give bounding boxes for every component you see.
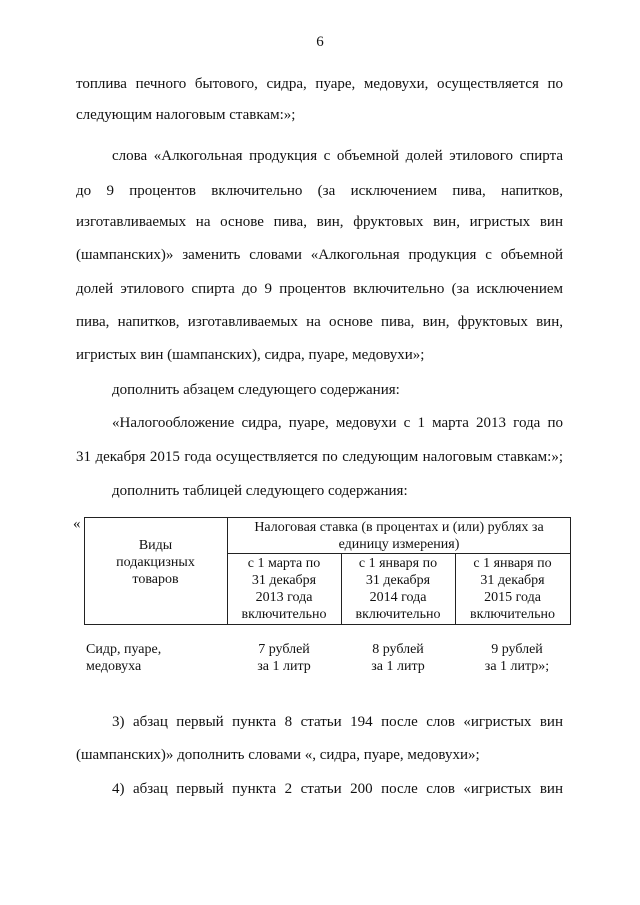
column-header-goods: Виды подакцизных товаров [116, 538, 195, 587]
text-line: изготавливаемых на основе пива, вин, фруктовых вин, игристых вин [76, 214, 563, 230]
tax-rate-table [84, 517, 571, 625]
table-rule [84, 517, 571, 518]
text-line: долей этилового спирта до 9 процентов включительно (за исключением [76, 281, 563, 297]
table-rule [227, 553, 571, 554]
period-header: с 1 января по 31 декабря 2015 года включительно [469, 556, 556, 622]
text-line: дополнить абзацем следующего содержания: [112, 382, 400, 398]
table-rule [84, 624, 571, 625]
text-line: (шампанских)» заменить словами «Алкогольная продукция с объемной [76, 247, 563, 263]
text-line: игристых вин (шампанских), сидра, пуаре, медовухи»; [76, 347, 425, 363]
text-line: слова «Алкогольная продукция с объемной долей этилового спирта [112, 148, 563, 164]
text-line: 31 декабря 2015 года осуществляется по следующим налоговым ставкам:»; [76, 449, 563, 465]
table-row-name: Сидр, пуаре, медовуха [86, 642, 162, 674]
text-line: до 9 процентов включительно (за исключением пива, напитков, [76, 183, 563, 199]
page-number: 6 [316, 34, 324, 50]
table-cell-value: 9 рублей за 1 литр»; [484, 642, 550, 674]
text-line: топлива печного бытового, сидра, пуаре, медовухи, осуществляется по [76, 76, 563, 92]
text-line: дополнить таблицей следующего содержания: [112, 483, 408, 499]
text-line: «Налогообложение сидра, пуаре, медовухи с 1 марта 2013 года по [112, 415, 563, 431]
text-line: следующим налоговым ставкам:»; [76, 107, 296, 123]
text-line: (шампанских)» дополнить словами «, сидра, пуаре, медовухи»; [76, 747, 480, 763]
period-header: с 1 марта по 31 декабря 2013 года включительно [241, 556, 327, 622]
table-open-quote: « [73, 516, 81, 532]
text-line: 3) абзац первый пункта 8 статьи 194 после слов «игристых вин [112, 714, 563, 730]
table-cell-value: 8 рублей за 1 литр [371, 642, 425, 674]
period-header: с 1 января по 31 декабря 2014 года включительно [355, 556, 441, 622]
text-line: пива, напитков, изготавливаемых на основе пива, вин, фруктовых вин, [76, 314, 563, 330]
table-cell-value: 7 рублей за 1 литр [257, 642, 311, 674]
column-header-rate: Налоговая ставка (в процентах и (или) рублях за единицу измерения) [254, 520, 544, 552]
text-line: 4) абзац первый пункта 2 статьи 200 после слов «игристых вин [112, 781, 563, 797]
